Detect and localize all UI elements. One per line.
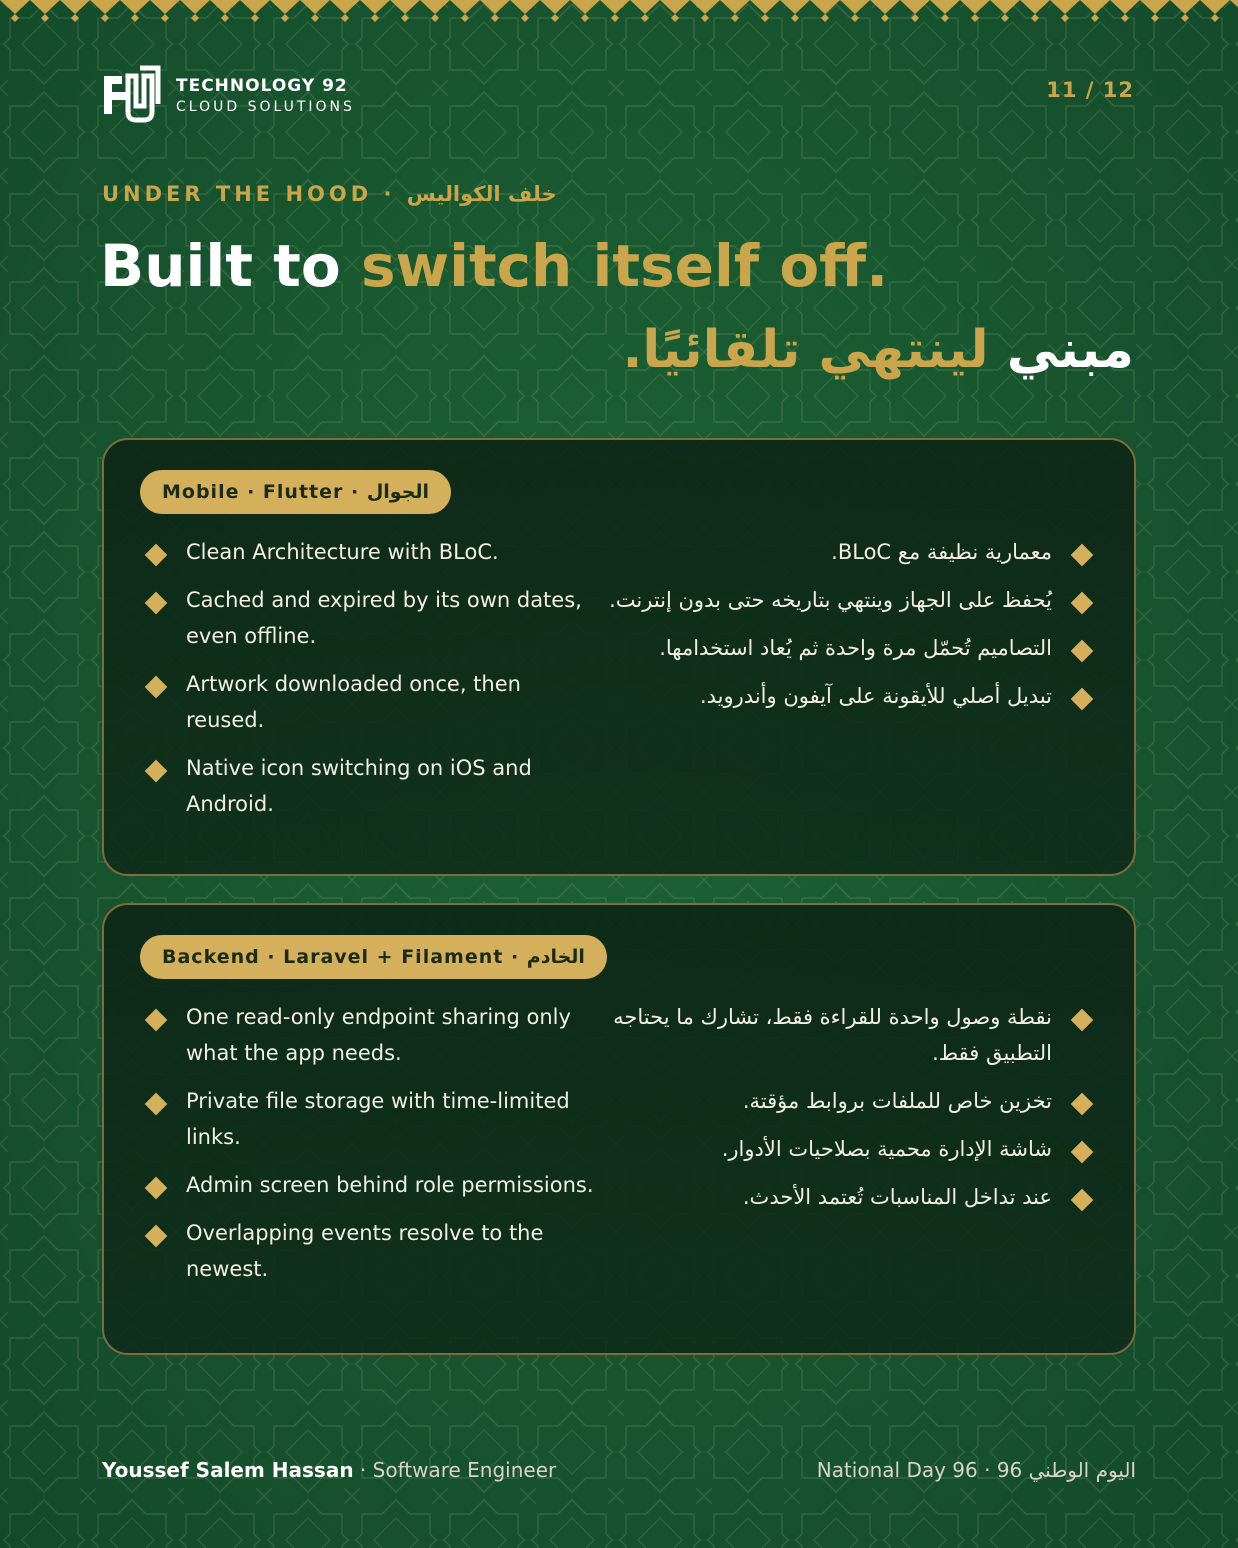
- backend-list-ar: [608, 999, 1098, 1227]
- author-name: Youssef Salem Hassan: [102, 1458, 354, 1482]
- title-en-part1: Built to: [100, 232, 341, 300]
- list-item: معمارية نظيفة مع BLoC.: [608, 534, 1098, 570]
- footer-author: [102, 1458, 556, 1482]
- backend-pill: Backend · Laravel + Filament · الخادم: [140, 935, 607, 979]
- diamond-bullet-icon: [1071, 592, 1094, 615]
- diamond-bullet-icon: [145, 676, 168, 699]
- diamond-bullet-icon: [145, 1177, 168, 1200]
- diamond-bullet-icon: [145, 1093, 168, 1116]
- list-item: نقطة وصول واحدة للقراءة فقط، تشارك ما يحتاجه التطبيق فقط.: [608, 999, 1098, 1071]
- list-item: Private file storage with time-limited links.: [140, 1083, 600, 1155]
- list-item: تخزين خاص للملفات بروابط مؤقتة.: [608, 1083, 1098, 1119]
- section-kicker: [102, 182, 557, 206]
- diamond-bullet-icon: [145, 592, 168, 615]
- diamond-bullet-icon: [1071, 544, 1094, 567]
- backend-card: [102, 903, 1136, 1355]
- diamond-bullet-icon: [1071, 640, 1094, 663]
- brand-mark-icon: [100, 64, 162, 126]
- diamond-bullet-icon: [145, 544, 168, 567]
- kicker-ar: خلف الكواليس: [406, 182, 557, 206]
- title-ar-part1: مبني: [1006, 320, 1134, 380]
- brand-name: TECHNOLOGY 92: [176, 75, 348, 96]
- backend-list-en: [140, 999, 600, 1299]
- list-item: عند تداخل المناسبات تُعتمد الأحدث.: [608, 1179, 1098, 1215]
- list-item: Native icon switching on iOS and Android.: [140, 750, 600, 822]
- mobile-list-en: [140, 534, 600, 834]
- list-item: Artwork downloaded once, then reused.: [140, 666, 600, 738]
- brand-logo: [100, 64, 355, 126]
- diamond-bullet-icon: [145, 1225, 168, 1248]
- list-item: شاشة الإدارة محمية بصلاحيات الأدوار.: [608, 1131, 1098, 1167]
- mobile-list-ar: [608, 534, 1098, 726]
- diamond-bullet-icon: [1071, 1141, 1094, 1164]
- diamond-bullet-icon: [1071, 688, 1094, 711]
- mobile-pill: Mobile · Flutter · الجوال: [140, 470, 451, 514]
- list-item: One read-only endpoint sharing only what the app needs.: [140, 999, 600, 1071]
- list-item: يُحفظ على الجهاز وينتهي بتاريخه حتى بدون إنترنت.: [608, 582, 1098, 618]
- title-ar-part2: لينتهي تلقائيًا.: [622, 320, 989, 380]
- brand-tagline: CLOUD SOLUTIONS: [176, 98, 355, 115]
- list-item: Overlapping events resolve to the newest.: [140, 1215, 600, 1287]
- diamond-bullet-icon: [145, 1009, 168, 1032]
- diamond-bullet-icon: [1071, 1009, 1094, 1032]
- kicker-en: UNDER THE HOOD ·: [102, 182, 396, 206]
- diamond-bullet-icon: [1071, 1189, 1094, 1212]
- list-item: Cached and expired by its own dates, even offline.: [140, 582, 600, 654]
- list-item: تبديل أصلي للأيقونة على آيفون وأندرويد.: [608, 678, 1098, 714]
- footer-occasion: National Day 96 · 96 اليوم الوطني: [816, 1458, 1136, 1482]
- list-item: Admin screen behind role permissions.: [140, 1167, 600, 1203]
- list-item: التصاميم تُحمّل مرة واحدة ثم يُعاد استخدامها.: [608, 630, 1098, 666]
- diamond-bullet-icon: [145, 760, 168, 783]
- author-role: · Software Engineer: [359, 1458, 557, 1482]
- list-item: Clean Architecture with BLoC.: [140, 534, 600, 570]
- mobile-card: [102, 438, 1136, 876]
- decorative-top-border: [0, 0, 1238, 24]
- diamond-bullet-icon: [1071, 1093, 1094, 1116]
- title-en-part2: switch itself off.: [360, 232, 889, 300]
- page-counter: 11 / 12: [1046, 78, 1134, 102]
- page-title-en: [100, 232, 888, 300]
- page-title-ar: [623, 320, 1134, 380]
